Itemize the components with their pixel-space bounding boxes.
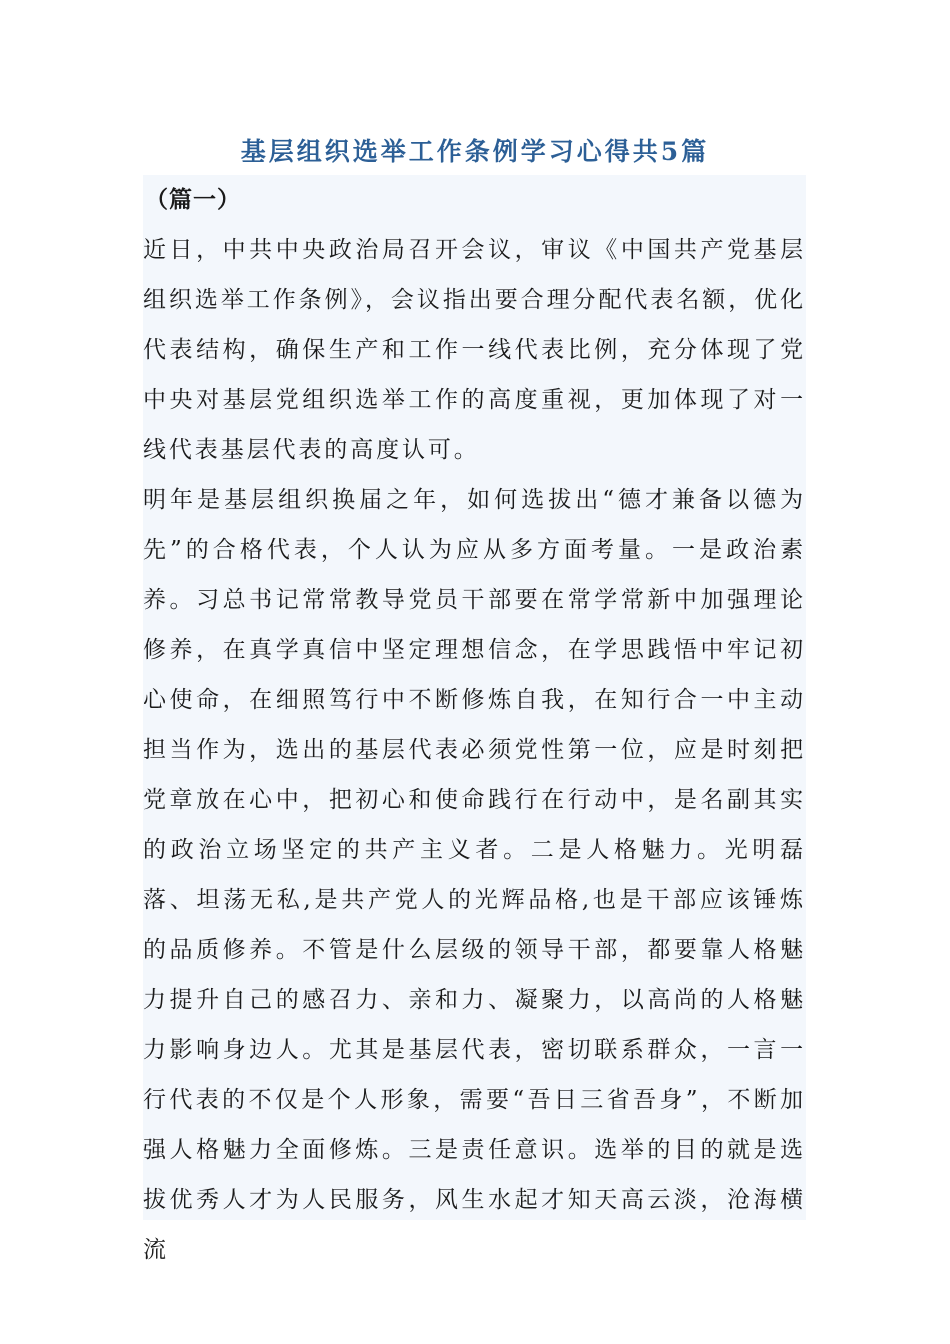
section-heading: （篇一） — [145, 186, 241, 213]
document-title: 基层组织选举工作条例学习心得共5篇 — [240, 137, 710, 166]
paragraph: 近日，中共中央政治局召开会议，审议《中国共产党基层组织选举工作条例》，会议指出要合理分配代表名额，优化代表结构，确保生产和工作一线代表比例，充分体现了党中央对基层党组织选举工作的高度重视，更加体现了对一线代表基层代表的高度认可。 — [143, 237, 806, 463]
document-body — [143, 175, 806, 1263]
paragraph: 明年是基层组织换届之年，如何选拔出“德才兼备以德为先”的合格代表，个人认为应从多方面考量。一是政治素养。习总书记常常教导党员干部要在常学常新中加强理论修养，在真学真信中坚定理想信念，在学思践悟中牢记初心使命，在细照笃行中不断修炼自我，在知行合一中主动担当作为，选出的基层代表必须党性第一位，应是时刻把党章放在心中，把初心和使命践行在行动中，是名副其实的政治立场坚定的共产主义者。二是人格魅力。光明磊落、坦荡无私,是共产党人的光辉品格,也是干部应该锤炼的品质修养。不管是什么层级的领导干部，都要靠人格魅力提升自己的感召力、亲和力、凝聚力，以高尚的人格魅力影响身边人。尤其是基层代表，密切联系群众，一言一行代表的不仅是个人形象，需要“吾日三省吾身”，不断加强人格魅力全面修炼。三是责任意识。选举的目的就是选拔优秀人才为人民服务，风生水起才知天高云淡，沧海横流 — [143, 487, 806, 1263]
